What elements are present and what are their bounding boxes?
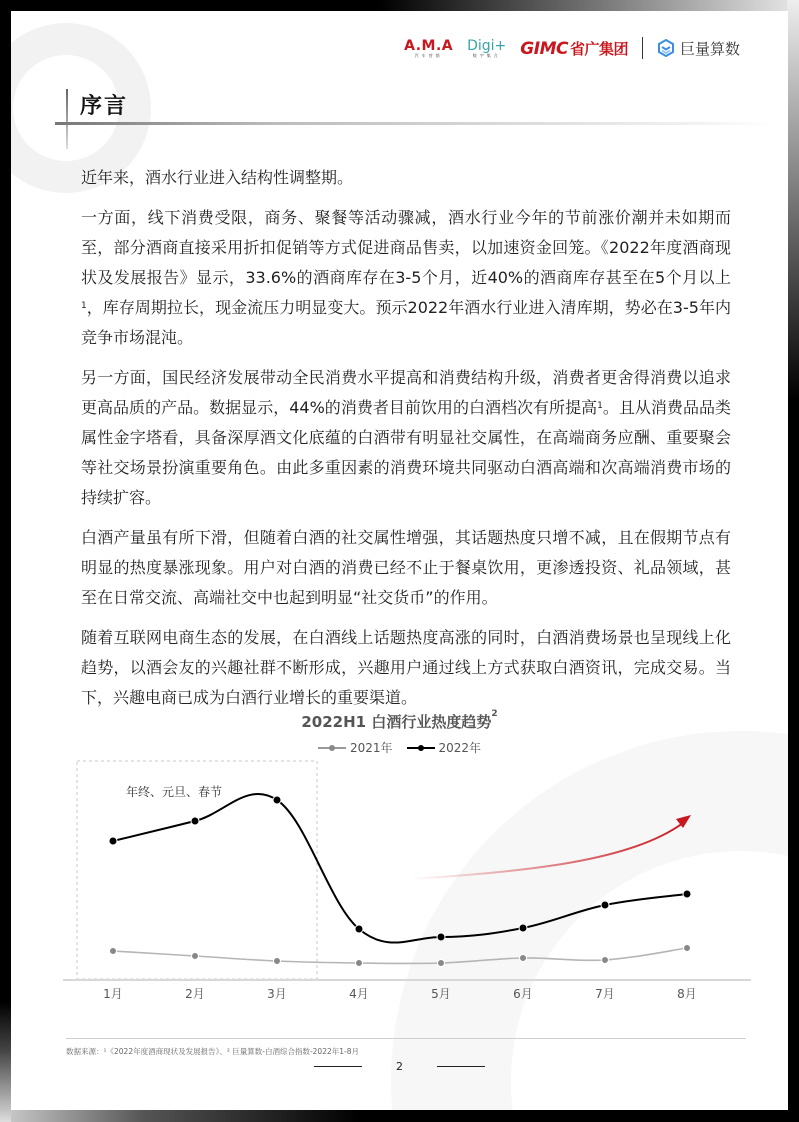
- series-line-2022年: [113, 794, 687, 943]
- data-point: [683, 890, 691, 898]
- juliang-logo: 巨量算数: [657, 38, 740, 59]
- data-point: [684, 945, 691, 952]
- frame-gradient-bottom: [0, 1110, 360, 1122]
- holiday-annotation: 年终、元旦、春节: [125, 785, 223, 799]
- data-point: [191, 817, 199, 825]
- series-line-2021年: [113, 948, 687, 963]
- x-axis-label: 8月: [677, 987, 697, 1001]
- x-axis-labels: [103, 987, 697, 1001]
- legend-item-2021: 2021年: [318, 739, 393, 756]
- chart-title: 2022H1 白酒行业热度趋势$^2$: [301, 709, 498, 731]
- series-layer: [109, 794, 691, 967]
- data-source-note: 数据来源：¹《2022年度酒商现状及发展报告》、² 巨量算数-白酒综合指数-2022年1-8月: [66, 1047, 359, 1056]
- data-point: [519, 924, 527, 932]
- data-point: [520, 955, 527, 962]
- data-point: [438, 960, 445, 967]
- page-number: 2: [396, 1060, 403, 1073]
- data-point: [355, 925, 363, 933]
- document-page: [11, 11, 788, 1110]
- frame-gradient-right: [787, 0, 799, 400]
- trend-arrow: [411, 823, 683, 879]
- digi-logo: Digi+ 数字集合: [467, 37, 507, 58]
- ama-logo: A.M.A 汽车营销: [404, 37, 454, 58]
- data-point: [110, 948, 117, 955]
- data-point: [274, 958, 281, 965]
- paragraph-5: 随着互联网电商生态的发展，在白酒线上话题热度高涨的同时，白酒消费场景也呈现线上化趋势，以酒会友的兴趣社群不断形成，兴趣用户通过线上方式获取白酒资讯，完成交易。当下，兴趣电商已成为白酒行业增长的重要渠道。: [81, 628, 731, 707]
- x-axis-label: 1月: [103, 987, 123, 1001]
- x-axis-label: 3月: [267, 987, 287, 1001]
- section-title: 序言: [80, 94, 129, 119]
- footnote-ref: 1: [597, 401, 603, 411]
- page-number-block: [11, 1060, 788, 1073]
- paragraph-2: 一方面，线下消费受限，商务、聚餐等活动骤减，酒水行业今年的节前涨价潮并未如期而至，部分酒商直接采用折扣促销等方式促进商品售卖，以加速资金回笼。《2022年度酒商现状及发展报告》显示，33.6%的酒商库存在3-5个月，近40%的酒商库存甚至在5个月以上$^1$，库存周期拉长，现金流压力明显变大。预示2022年酒水行业进入清库期，势必在3-5年内竞争市场混沌。: [81, 208, 731, 347]
- footnote-ref: 1: [81, 301, 87, 311]
- page-number-rule-left: [314, 1066, 362, 1067]
- paragraph-3: 另一方面，国民经济发展带动全民消费水平提高和消费结构升级，消费者更舍得消费以追求更高品质的产品。数据显示，44%的消费者目前饮用的白酒档次有所提高$^1$。且从消费品品类属性金字塔看，具备深厚酒文化底蕴的白酒带有明显社交属性，在高端商务应酬、重要聚会等社交场景扮演重要角色。由此多重因素的消费环境共同驱动白酒高端和次高端消费市场的持续扩容。: [81, 368, 731, 507]
- x-axis-label: 6月: [513, 987, 533, 1001]
- page-number-rule-right: [437, 1066, 485, 1067]
- gimc-logo: GIMC 省广集团: [520, 38, 628, 59]
- x-axis-label: 4月: [349, 987, 369, 1001]
- data-point: [273, 796, 281, 804]
- footer-rule: [66, 1038, 746, 1039]
- data-point: [356, 960, 363, 967]
- paragraph-4: 白酒产量虽有所下滑，但随着白酒的社交属性增强，其话题热度只增不减，且在假期节点有明显的热度暴涨现象。用户对白酒的消费已经不止于餐桌饮用，更渗透投资、礼品领域，甚至在日常交流、高端社交中也起到明显“社交货币”的作用。: [81, 528, 731, 607]
- legend-item-2022: 2022年: [407, 739, 482, 756]
- line-chart: [11, 11, 788, 1110]
- data-point: [192, 953, 199, 960]
- x-axis-label: 7月: [595, 987, 615, 1001]
- frame-gradient-left: [0, 1002, 11, 1122]
- data-point: [109, 837, 117, 845]
- x-axis-label: 2月: [185, 987, 205, 1001]
- data-point: [602, 957, 609, 964]
- x-axis-label: 5月: [431, 987, 451, 1001]
- data-point: [437, 933, 445, 941]
- data-point: [601, 901, 609, 909]
- paragraph-1: 近年来，酒水行业进入结构性调整期。: [81, 168, 354, 187]
